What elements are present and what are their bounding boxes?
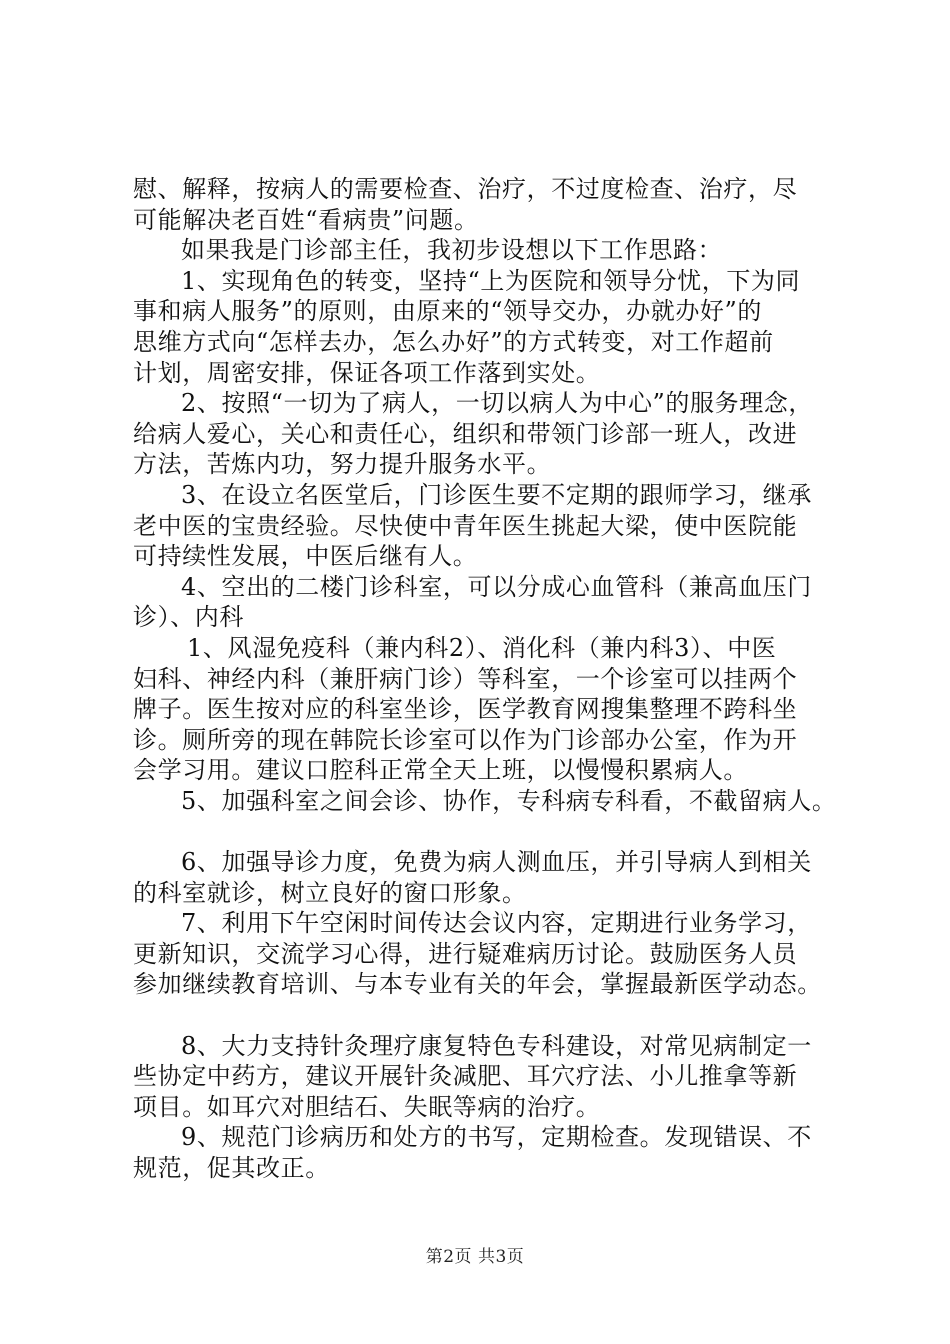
page-number-footer: 第2页 共3页 [425,1247,525,1267]
text-line: 牌子。医生按对应的科室坐诊，医学教育网搜集整理不跨科坐 [133,695,798,724]
text-line: 的科室就诊，树立良好的窗口形象。 [133,878,527,907]
text-line: 慰、解释，按病人的需要检查、治疗，不过度检查、治疗，尽 [133,175,798,203]
paragraph-gap [133,816,853,847]
text-line: 7、利用下午空闲时间传达会议内容，定期进行业务学习， [181,909,812,938]
text-line: 1、实现角色的转变，坚持“上为医院和领导分忧，下为同 [181,266,801,295]
text-line: 些协定中药方，建议开展针灸减肥、耳穴疗法、小儿推拿等新 [133,1062,798,1091]
paragraph-gap [133,1000,853,1031]
text-line: 8、大力支持针灸理疗康复特色专科建设，对常见病制定一 [181,1031,812,1060]
document-body [133,174,853,1184]
text-line: 规范，促其改正。 [133,1154,330,1182]
text-line: 思维方式向“怎样去办，怎么办好”的方式转变，对工作超前 [133,327,774,356]
text-line: 给病人爱心，关心和责任心，组织和带领门诊部一班人，改进 [133,419,798,448]
text-line: 9、规范门诊病历和处方的书写，定期检查。发现错误、不 [181,1123,812,1152]
text-line: 可持续性发展，中医后继有人。 [133,542,478,571]
text-line: 5、加强科室之间会诊、协作，专科病专科看，不截留病人。 [181,786,837,815]
text-line: 2、按照“一切为了病人，一切以病人为中心”的服务理念， [181,389,814,418]
text-line: 方法，苦炼内功，努力提升服务水平。 [133,450,552,479]
text-line: 诊。厕所旁的现在韩院长诊室可以作为门诊部办公室，作为开 [133,725,798,754]
text-line: 事和病人服务”的原则，由原来的“领导交办，办就办好”的 [133,297,763,326]
text-line: 如果我是门诊部主任，我初步设想以下工作思路： [181,236,723,265]
text-line: 老中医的宝贵经验。尽快使中青年医生挑起大梁，使中医院能 [133,511,798,540]
text-line: 诊）、内科 [133,603,244,632]
text-line: 1、风湿免疫科（兼内科2）、消化科（兼内科3）、中医 [187,633,777,662]
text-line: 可能解决老百姓“看病贵”问题。 [133,205,479,234]
text-line: 6、加强导诊力度，免费为病人测血压，并引导病人到相关 [181,848,812,877]
text-line: 项目。如耳穴对胆结石、失眠等病的治疗。 [133,1092,601,1121]
text-line: 4、空出的二楼门诊科室，可以分成心血管科（兼高血压门 [181,572,812,601]
text-line: 更新知识，交流学习心得，进行疑难病历讨论。鼓励医务人员 [133,939,798,968]
text-line: 3、在设立名医堂后，门诊医生要不定期的跟师学习，继承 [181,480,812,509]
text-line: 参加继续教育培训、与本专业有关的年会，掌握最新医学动态。 [133,970,822,999]
text-line: 妇科、神经内科（兼肝病门诊）等科室，一个诊室可以挂两个 [133,664,798,693]
text-line: 会学习用。建议口腔科正常全天上班，以慢慢积累病人。 [133,756,748,785]
text-line: 计划，周密安排，保证各项工作落到实处。 [133,358,601,387]
